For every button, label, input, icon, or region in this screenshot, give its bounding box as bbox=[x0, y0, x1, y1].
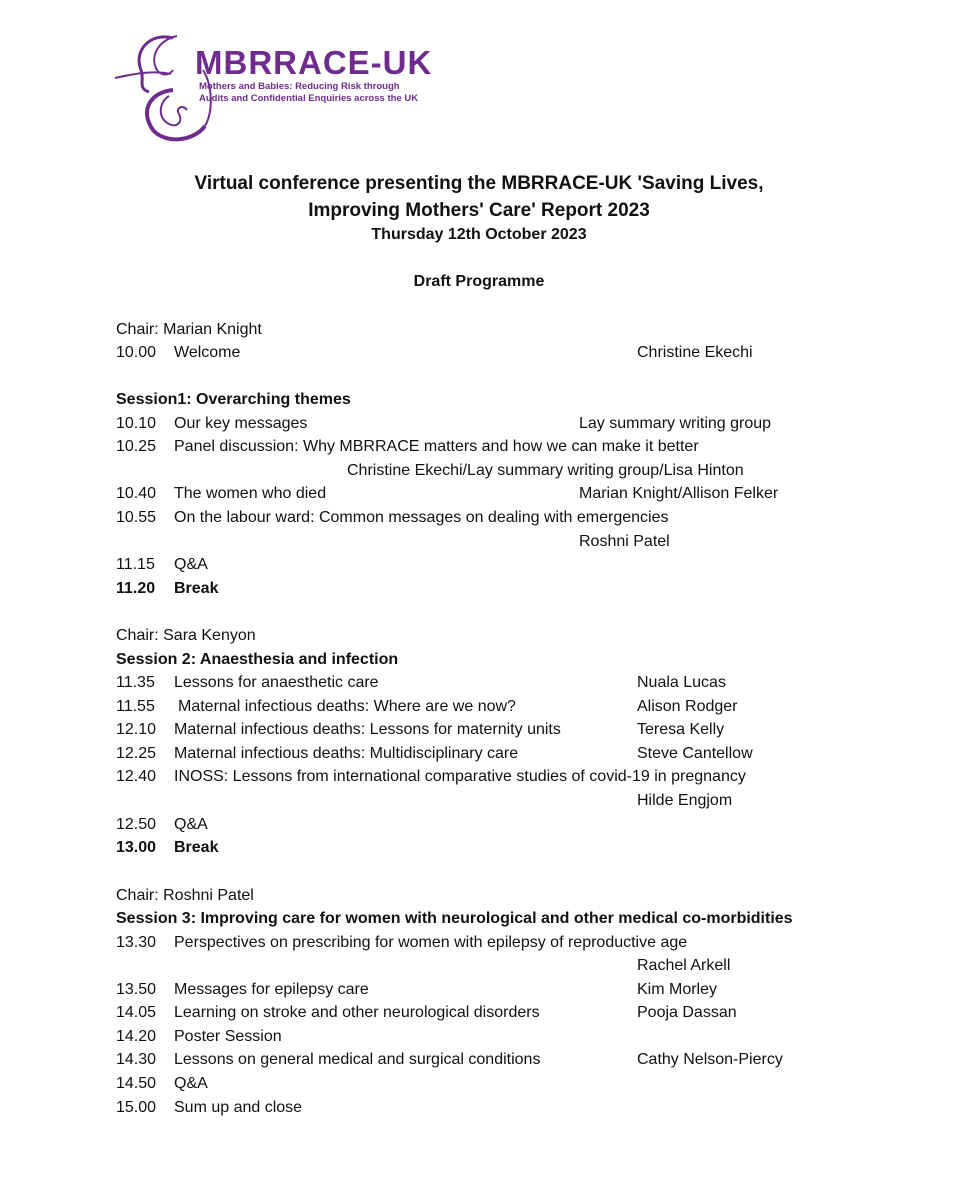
time: 11.55 bbox=[116, 698, 155, 715]
speaker: Teresa Kelly bbox=[637, 721, 725, 738]
speaker: Hilde Engjom bbox=[637, 792, 733, 809]
conference-title-line2: Improving Mothers' Care' Report 2023 bbox=[308, 200, 650, 221]
time: 13.00 bbox=[116, 839, 157, 856]
conference-title-line1: Virtual conference presenting the MBRRACE-UK 'Saving Lives, bbox=[194, 173, 764, 194]
speaker: Lay summary writing group bbox=[579, 415, 772, 432]
item-title: Sum up and close bbox=[174, 1099, 303, 1116]
time: 10.25 bbox=[116, 438, 157, 455]
time: 13.50 bbox=[116, 981, 157, 998]
item-title: Q&A bbox=[174, 1075, 208, 1092]
time: 13.30 bbox=[116, 934, 157, 951]
conference-title bbox=[0, 170, 958, 224]
speaker: Christine Ekechi bbox=[637, 344, 753, 361]
time: 11.20 bbox=[116, 580, 156, 597]
item-title: On the labour ward: Common messages on dealing with emergencies bbox=[174, 509, 669, 526]
time: 14.05 bbox=[116, 1004, 157, 1021]
logo-tagline bbox=[199, 81, 459, 105]
chair-label bbox=[116, 321, 262, 345]
session-heading bbox=[116, 391, 351, 415]
chair-text: Chair: Roshni Patel bbox=[116, 887, 254, 904]
item-title: Maternal infectious deaths: Where are we now? bbox=[178, 698, 516, 715]
item-title: Q&A bbox=[174, 816, 208, 833]
speaker: Kim Morley bbox=[637, 981, 718, 998]
time: 11.15 bbox=[116, 556, 155, 573]
time: 14.50 bbox=[116, 1075, 157, 1092]
time: 10.40 bbox=[116, 485, 157, 502]
speaker: Christine Ekechi/Lay summary writing group/Lisa Hinton bbox=[347, 462, 744, 479]
item-title: Perspectives on prescribing for women with epilepsy of reproductive age bbox=[174, 934, 688, 951]
speaker: Nuala Lucas bbox=[637, 674, 726, 691]
session-heading bbox=[116, 910, 793, 934]
speaker: Marian Knight/Allison Felker bbox=[579, 485, 779, 502]
item-title: Break bbox=[174, 839, 219, 856]
speaker: Alison Rodger bbox=[637, 698, 738, 715]
item-title: Maternal infectious deaths: Lessons for maternity units bbox=[174, 721, 561, 738]
session-heading-text: Session1: Overarching themes bbox=[116, 391, 351, 408]
item-title: Lessons for anaesthetic care bbox=[174, 674, 379, 691]
time: 12.50 bbox=[116, 816, 157, 833]
speaker: Cathy Nelson-Piercy bbox=[637, 1051, 783, 1068]
time: 10.55 bbox=[116, 509, 157, 526]
item-title: Our key messages bbox=[174, 415, 308, 432]
time: 12.25 bbox=[116, 745, 157, 762]
item-title: Poster Session bbox=[174, 1028, 282, 1045]
item-title: Welcome bbox=[174, 344, 241, 361]
logo-tagline-line1: Mothers and Babies: Reducing Risk through bbox=[199, 81, 400, 92]
time: 15.00 bbox=[116, 1099, 157, 1116]
speaker: Pooja Dassan bbox=[637, 1004, 737, 1021]
item-title: Q&A bbox=[174, 556, 208, 573]
item-title: Messages for epilepsy care bbox=[174, 981, 369, 998]
speaker: Steve Cantellow bbox=[637, 745, 753, 762]
logo-wordmark: MBRRACE-UK bbox=[195, 44, 433, 81]
time: 12.10 bbox=[116, 721, 157, 738]
speaker: Roshni Patel bbox=[579, 533, 670, 550]
item-title: INOSS: Lessons from international comparative studies of covid-19 in pregnancy bbox=[174, 768, 746, 785]
chair-label bbox=[116, 627, 256, 651]
item-title: Lessons on general medical and surgical conditions bbox=[174, 1051, 541, 1068]
session-heading-text: Session 3: Improving care for women with neurological and other medical co-morbidities bbox=[116, 910, 793, 927]
programme-subtitle: Draft Programme bbox=[413, 273, 545, 290]
item-title: The women who died bbox=[174, 485, 327, 502]
item-title: Break bbox=[174, 580, 219, 597]
chair-label bbox=[116, 887, 254, 911]
logo-tagline-line2: Audits and Confidential Enquiries across the UK bbox=[199, 93, 419, 104]
time: 14.30 bbox=[116, 1051, 157, 1068]
time: 12.40 bbox=[116, 768, 157, 785]
chair-text: Chair: Sara Kenyon bbox=[116, 627, 256, 644]
session-heading-text: Session 2: Anaesthesia and infection bbox=[116, 651, 399, 668]
time: 10.00 bbox=[116, 344, 157, 361]
session-heading bbox=[116, 651, 398, 675]
chair-text: Chair: Marian Knight bbox=[116, 321, 262, 338]
item-title: Learning on stroke and other neurological disorders bbox=[174, 1004, 540, 1021]
conference-date: Thursday 12th October 2023 bbox=[371, 226, 587, 243]
item-title: Maternal infectious deaths: Multidisciplinary care bbox=[174, 745, 519, 762]
speaker: Rachel Arkell bbox=[637, 957, 731, 974]
logo bbox=[113, 30, 453, 145]
item-title: Panel discussion: Why MBRRACE matters and how we can make it better bbox=[174, 438, 699, 455]
time: 14.20 bbox=[116, 1028, 157, 1045]
time: 11.35 bbox=[116, 674, 155, 691]
time: 10.10 bbox=[116, 415, 157, 432]
